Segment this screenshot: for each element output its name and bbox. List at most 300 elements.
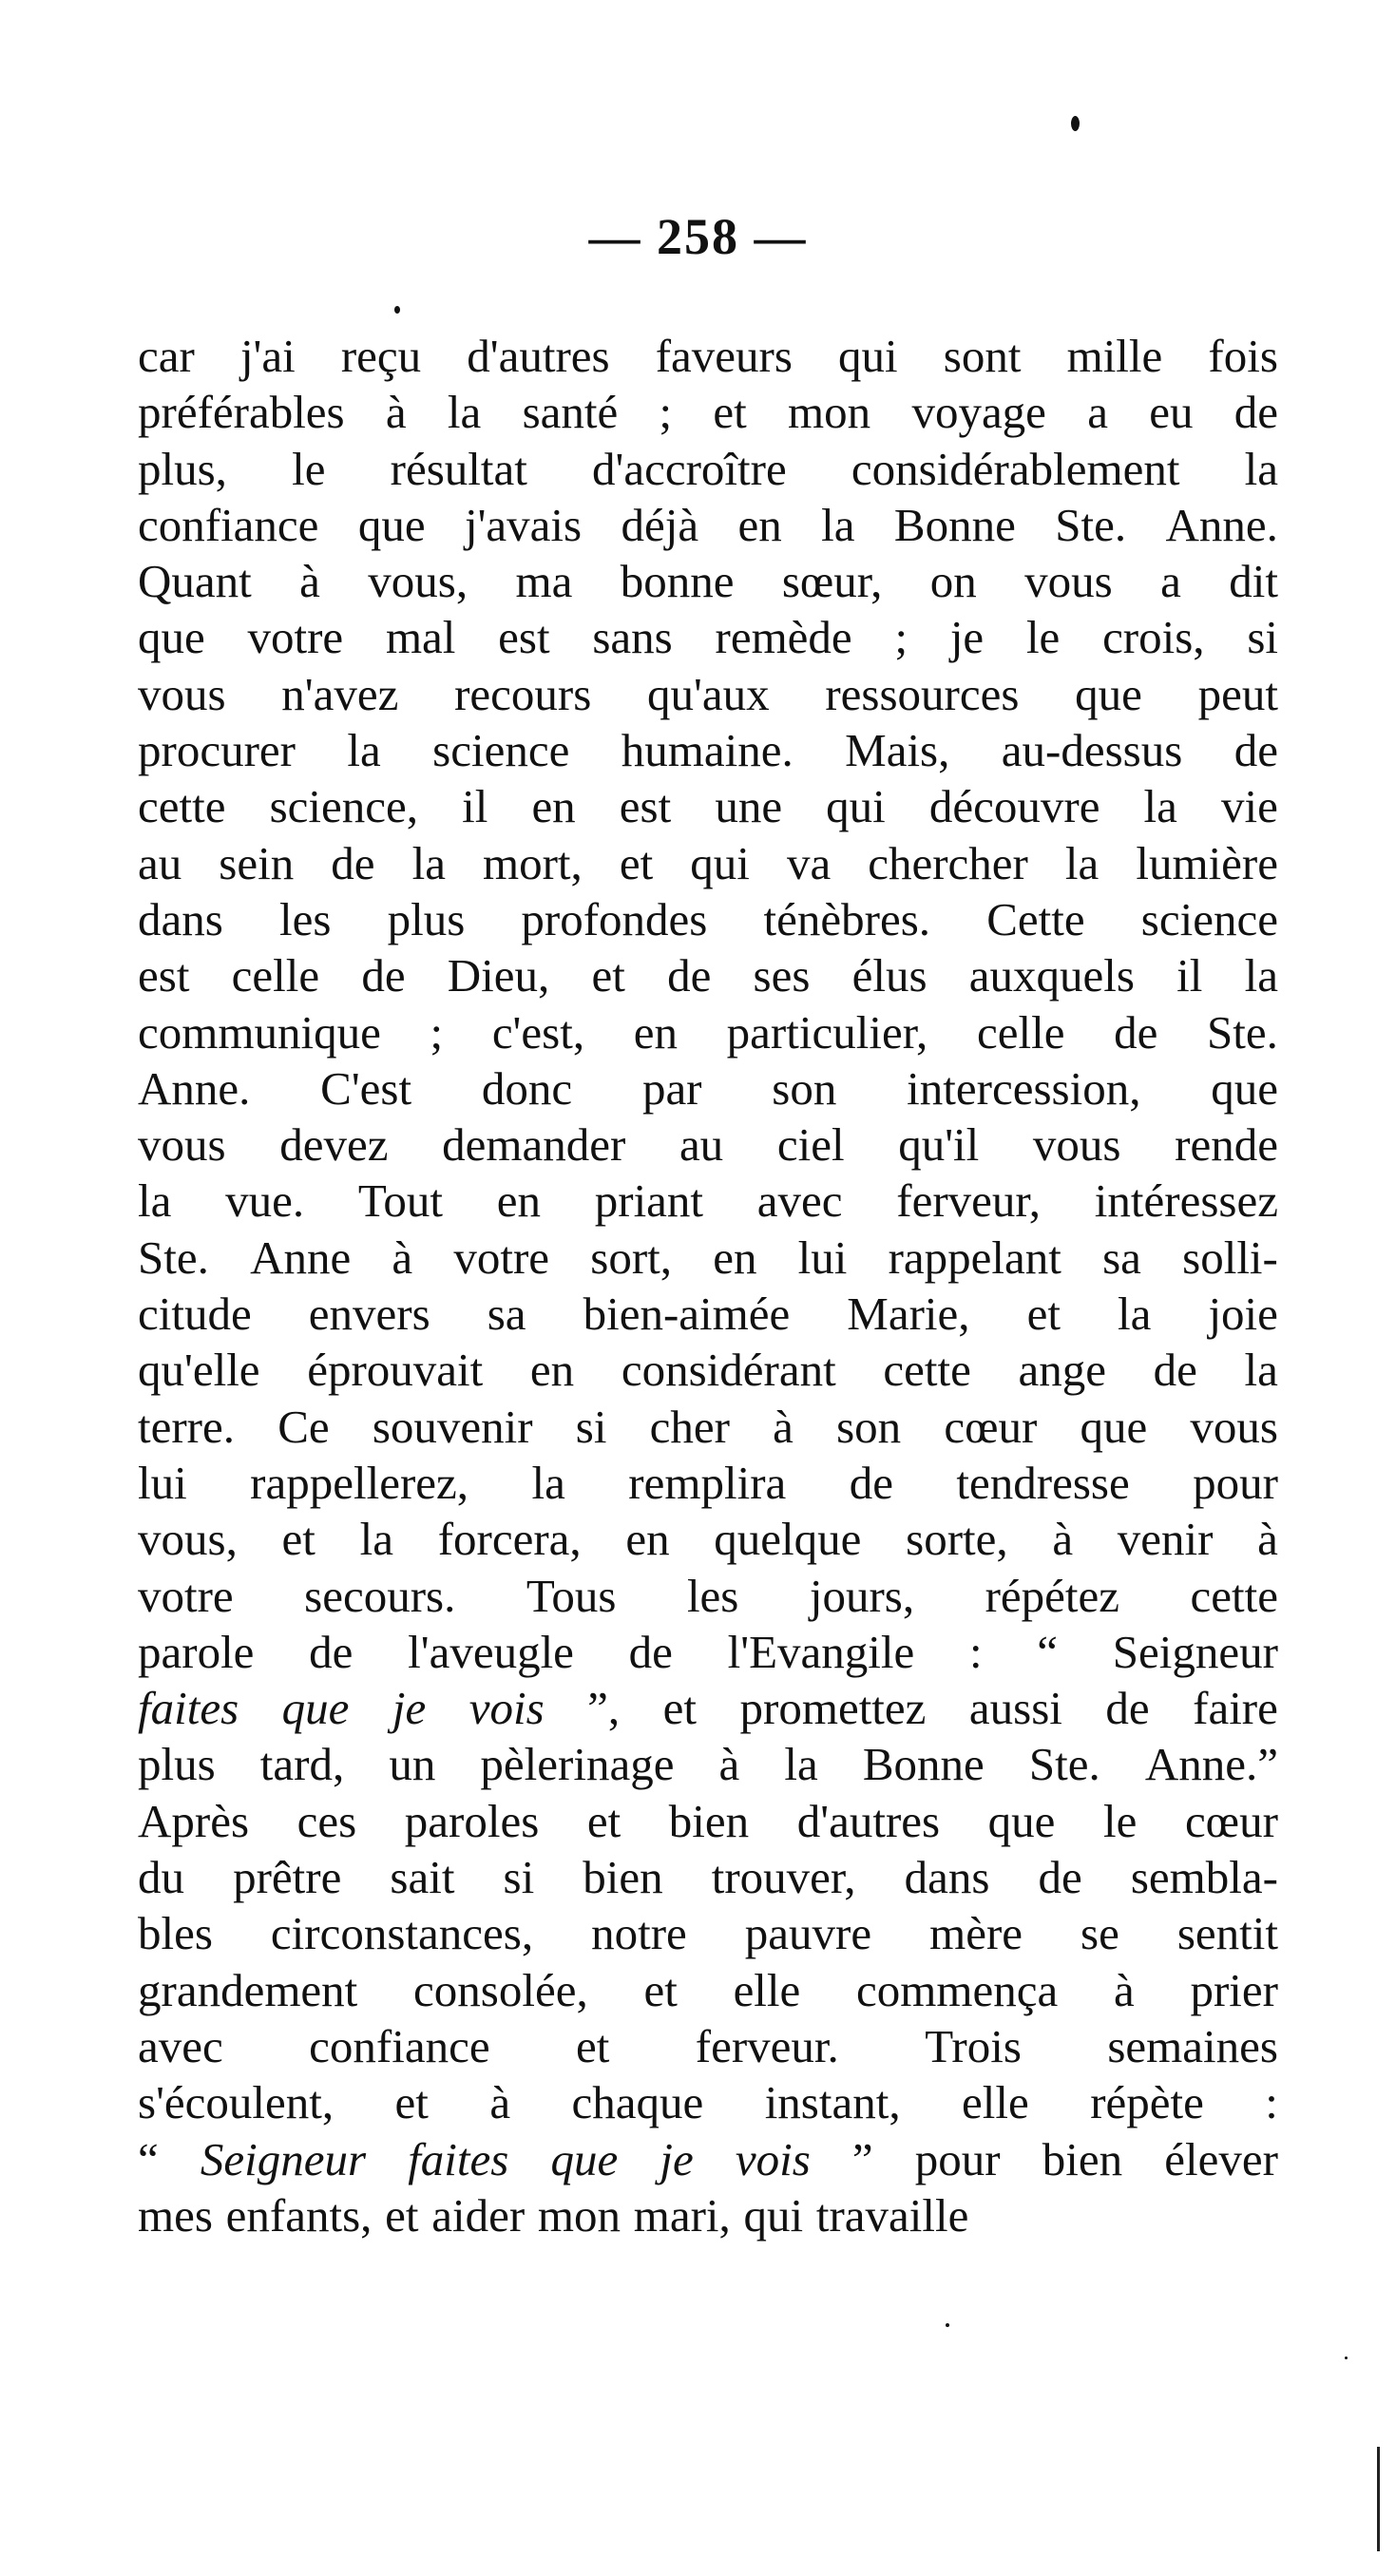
word: mère [929, 1907, 1023, 1960]
word: C'est [320, 1061, 412, 1115]
word: enfants, [225, 2188, 373, 2242]
word: prier [1190, 1963, 1278, 2016]
word: en [531, 780, 576, 833]
word: pour [1193, 1456, 1278, 1509]
word: j'ai [239, 330, 296, 382]
text-line [138, 1116, 1278, 1173]
word: vous, [138, 1513, 238, 1566]
word: ténèbres. [763, 892, 931, 945]
word: que [1080, 1400, 1148, 1453]
word: priant [594, 1174, 704, 1228]
word: humaine. [621, 724, 794, 777]
word: Anne [250, 1231, 352, 1284]
word: bien-aimée [583, 1288, 791, 1341]
word: si [575, 1400, 607, 1453]
word: de [849, 1456, 893, 1509]
word: de [667, 949, 712, 1002]
word: rappellerez, [250, 1456, 469, 1509]
word: et [662, 1682, 698, 1735]
text-line [138, 1793, 1278, 1849]
word: Seigneur [200, 2132, 367, 2185]
word: la [447, 386, 482, 439]
word: sait [390, 1851, 455, 1904]
word: recours [454, 667, 592, 720]
word: crois, [1102, 611, 1205, 664]
word: promettez [739, 1682, 927, 1735]
word: Anne.” [1144, 1738, 1278, 1791]
word: d'accroître [592, 442, 787, 495]
word: ; [894, 611, 908, 664]
word: chaque [571, 2076, 704, 2129]
word: et [385, 2188, 419, 2242]
body-text [138, 328, 1278, 2243]
ink-speck [946, 2323, 949, 2327]
text-line [138, 1905, 1278, 1961]
word: sorte, [906, 1513, 1008, 1566]
text-line [138, 1230, 1278, 1286]
word: confiance [309, 2019, 490, 2072]
text-line [138, 1849, 1278, 1905]
word: vous [138, 667, 226, 720]
word: cette [1190, 1569, 1278, 1622]
word: de [1105, 1682, 1150, 1735]
word: est [138, 949, 190, 1002]
word: de [1153, 1344, 1197, 1397]
text-line [138, 1286, 1278, 1342]
word: joie [1208, 1288, 1278, 1341]
word: à [489, 2076, 511, 2129]
word: de [1114, 1005, 1158, 1059]
word: consolée, [413, 1963, 588, 2016]
word: que [281, 1682, 350, 1735]
word: et [586, 1794, 622, 1847]
text-line [138, 947, 1278, 1003]
word: et [281, 1513, 316, 1566]
word: ” [851, 2132, 873, 2185]
word: sans [592, 611, 673, 664]
word: votre [138, 1569, 234, 1622]
word: la [1244, 442, 1278, 495]
word: instant, [764, 2076, 901, 2129]
text-line [138, 1342, 1278, 1398]
word: a [1160, 555, 1181, 608]
word: sort, [590, 1231, 673, 1284]
word: secours. [304, 1569, 456, 1622]
word: préférables [138, 386, 345, 439]
word: que [1075, 667, 1142, 720]
word: j'avais [464, 498, 583, 551]
word: celle [976, 1005, 1065, 1059]
text-line [138, 722, 1278, 778]
word: science [432, 724, 570, 777]
word: Bonne [862, 1738, 985, 1791]
word: lui [138, 1456, 187, 1509]
word: dans [904, 1851, 990, 1904]
word: au [138, 836, 182, 889]
word: à [299, 555, 320, 608]
word: paroles [404, 1794, 540, 1847]
word: élus [851, 949, 927, 1002]
word: et [576, 2019, 610, 2072]
word: répétez [985, 1569, 1120, 1622]
word: santé [522, 386, 619, 439]
word: le [1102, 1794, 1138, 1847]
text-line [138, 666, 1278, 722]
word: grandement [138, 1963, 358, 2016]
word: et [643, 1963, 678, 2016]
word: ; [430, 1005, 444, 1059]
word: terre. [138, 1400, 235, 1453]
word: si [1247, 611, 1278, 664]
word: la [347, 724, 381, 777]
text-line [138, 1680, 1278, 1736]
word: votre [453, 1231, 550, 1284]
word: de [361, 949, 406, 1002]
text-line [138, 2131, 1278, 2187]
word: le [1025, 611, 1061, 664]
word: travaille [815, 2188, 969, 2242]
word: élever [1164, 2132, 1278, 2185]
word: eu [1149, 386, 1194, 439]
word: cœur [1184, 1794, 1278, 1847]
word: demander [442, 1118, 626, 1172]
word: la [1064, 836, 1100, 889]
word: la [784, 1738, 818, 1791]
word: vous, [368, 555, 469, 608]
word: à [718, 1738, 740, 1791]
word: n'avez [281, 667, 399, 720]
word: faites [408, 2132, 509, 2185]
word: Ce [277, 1400, 330, 1453]
word: que [138, 611, 205, 664]
word: ange [1018, 1344, 1106, 1397]
word: que [987, 1794, 1056, 1847]
text-line [138, 1736, 1278, 1792]
word: Quant [138, 555, 252, 608]
word: faveurs [655, 330, 793, 382]
word: s'écoulent, [138, 2076, 335, 2129]
word: que [357, 498, 426, 551]
word: est [498, 611, 550, 664]
word: ferveur, [896, 1174, 1042, 1228]
word: vous [1032, 1118, 1121, 1172]
word: bles [138, 1907, 213, 1960]
word: mari, [633, 2188, 731, 2242]
word: qu'il [898, 1118, 980, 1172]
word: Trois [925, 2019, 1022, 2072]
word: vous [138, 1118, 226, 1172]
word: mon [788, 386, 871, 439]
word: l'aveugle [408, 1625, 574, 1678]
word: à [1052, 1513, 1074, 1566]
word: qu'elle [138, 1344, 260, 1397]
page-number: — 258 — [588, 208, 808, 265]
word: est [619, 780, 672, 833]
word: de [1233, 386, 1278, 439]
text-line [138, 384, 1278, 440]
word: Après [138, 1794, 250, 1847]
text-line [138, 778, 1278, 834]
word: son [836, 1400, 902, 1453]
word: : [1265, 2076, 1278, 2129]
word: rende [1175, 1118, 1278, 1172]
text-line [138, 441, 1278, 497]
word: ma [515, 555, 573, 608]
word: communique [138, 1005, 381, 1059]
word: les [278, 892, 332, 945]
word: science, [269, 780, 419, 833]
word: répète [1090, 2076, 1204, 2129]
word: Marie, [847, 1288, 970, 1341]
word: résultat [390, 442, 527, 495]
word: avec [138, 2019, 223, 2072]
word: d'autres [467, 330, 610, 382]
word: la [1143, 780, 1177, 833]
word: déjà [621, 498, 699, 551]
word: et [619, 836, 654, 889]
word: qui [690, 836, 750, 889]
word: Tout [357, 1174, 443, 1228]
word: une [715, 780, 783, 833]
word: envers [308, 1288, 430, 1341]
word: mort, [483, 836, 583, 889]
word: le [292, 442, 326, 495]
word: bien [668, 1794, 750, 1847]
word: voyage [911, 386, 1046, 439]
word: il [462, 780, 488, 833]
word: son [772, 1061, 837, 1115]
word: particulier, [726, 1005, 928, 1059]
word: Dieu, [447, 949, 550, 1002]
word: aussi [968, 1682, 1062, 1735]
text-line [138, 1399, 1278, 1455]
word: pèlerinage [480, 1738, 675, 1791]
word: mes [138, 2188, 213, 2242]
word: considérant [621, 1344, 836, 1397]
text-line [138, 1624, 1278, 1680]
ink-speck [1071, 116, 1080, 131]
word: Ste. [1207, 1005, 1278, 1059]
word: lumière [1136, 836, 1278, 889]
word: car [138, 330, 195, 382]
word: avec [756, 1174, 843, 1228]
text-line [138, 1962, 1278, 2018]
word: Anne. [138, 1061, 251, 1115]
word: reçu [340, 330, 422, 382]
word: a [1087, 386, 1108, 439]
word: mon [537, 2188, 621, 2242]
word: “ [138, 2132, 159, 2185]
word: remède [715, 611, 852, 664]
word: trouver, [711, 1851, 856, 1904]
ink-speck [1345, 2357, 1348, 2359]
word: il [1176, 949, 1203, 1002]
word: l'Evangile [727, 1625, 915, 1678]
word: je [392, 1682, 427, 1735]
word: faire [1193, 1682, 1278, 1735]
word: lui [797, 1231, 848, 1284]
word: cher [649, 1400, 730, 1453]
word: en [713, 1231, 757, 1284]
word: cette [138, 780, 226, 833]
word: plus [387, 892, 466, 945]
word: sont [943, 330, 1022, 382]
word: intercession, [907, 1061, 1141, 1115]
word: on [929, 555, 977, 608]
word: commença [856, 1963, 1059, 2016]
word: éprouvait [307, 1344, 484, 1397]
text-line [138, 1173, 1278, 1229]
word: que [1211, 1061, 1278, 1115]
word: dit [1229, 555, 1278, 608]
text-line [138, 835, 1278, 891]
text-line [138, 2074, 1278, 2130]
text-line [138, 1568, 1278, 1624]
word: considérablement [851, 442, 1180, 495]
word: la [1118, 1288, 1152, 1341]
word: plus, [138, 442, 227, 495]
word: vous [1024, 555, 1113, 608]
word: tard, [259, 1738, 345, 1791]
word: ces [296, 1794, 357, 1847]
word: la [411, 836, 446, 889]
word: forcera, [437, 1513, 582, 1566]
word: jours, [809, 1569, 915, 1622]
word: Bonne [893, 498, 1016, 551]
word: vie [1221, 780, 1278, 833]
text-line [138, 2187, 1278, 2243]
word: circonstances, [270, 1907, 534, 1960]
word: par [641, 1061, 702, 1115]
word: vous [1190, 1400, 1278, 1453]
word: notre [591, 1907, 687, 1960]
word: en [633, 1005, 678, 1059]
word: bien [1042, 2132, 1123, 2185]
text-line [138, 553, 1278, 609]
word: parole [138, 1625, 255, 1678]
word: qu'aux [647, 667, 770, 720]
word: sœur, [781, 555, 883, 608]
word: Ste. [1028, 1738, 1100, 1791]
word: que [550, 2132, 619, 2185]
word: ses [753, 949, 811, 1002]
ink-speck [394, 306, 400, 314]
word: sein [219, 836, 295, 889]
text-line [138, 328, 1278, 384]
word: et [713, 386, 747, 439]
word: en [737, 498, 782, 551]
word: dans [138, 892, 223, 945]
word: mal [385, 611, 456, 664]
word: mille [1066, 330, 1163, 382]
text-line [138, 497, 1278, 553]
word: tendresse [956, 1456, 1130, 1509]
word: qui [743, 2188, 804, 2242]
word: un [389, 1738, 436, 1791]
word: la [1244, 1344, 1278, 1397]
word: peut [1197, 667, 1278, 720]
word: Mais, [845, 724, 950, 777]
word: citude [138, 1288, 252, 1341]
word: “ [1037, 1625, 1059, 1678]
word: souvenir [372, 1400, 533, 1453]
word: ; [659, 386, 673, 439]
word: : [968, 1625, 983, 1678]
word: sa [1102, 1231, 1141, 1284]
word: ressources [825, 667, 1020, 720]
word: auxquels [968, 949, 1135, 1002]
word: qui [826, 780, 886, 833]
word: bonne [620, 555, 735, 608]
word: je [949, 611, 985, 664]
word: sa [487, 1288, 526, 1341]
word: c'est, [491, 1005, 585, 1059]
text-line [138, 2018, 1278, 2074]
word: la [821, 498, 855, 551]
word: de [1233, 724, 1278, 777]
word: et [394, 2076, 429, 2129]
word: les [686, 1569, 739, 1622]
word: la [1244, 949, 1278, 1002]
word: venir [1117, 1513, 1214, 1566]
text-line [138, 1511, 1278, 1567]
word: pour [914, 2132, 1001, 2185]
word: pauvre [744, 1907, 872, 1960]
word: qui [838, 330, 898, 382]
word: quelque [714, 1513, 862, 1566]
word: Cette [986, 892, 1085, 945]
word: plus [138, 1738, 216, 1791]
word: Ste. [1055, 498, 1127, 551]
word: se [1080, 1907, 1119, 1960]
word: fois [1208, 330, 1278, 382]
text-line [138, 1060, 1278, 1116]
text-line [138, 891, 1278, 947]
word: en [496, 1174, 541, 1228]
word: au-dessus [1001, 724, 1183, 777]
word: de [331, 836, 375, 889]
word: science [1140, 892, 1278, 945]
word: vois [469, 1682, 545, 1735]
word: à [773, 1400, 794, 1453]
text-line [138, 1004, 1278, 1060]
word: cœur [944, 1400, 1038, 1453]
word: en [529, 1344, 575, 1397]
word: et [1026, 1288, 1061, 1341]
word: procurer [138, 724, 296, 777]
word: profondes [521, 892, 708, 945]
word: vois [735, 2132, 811, 2185]
text-line [138, 609, 1278, 665]
word: et [591, 949, 625, 1002]
word: aider [431, 2188, 526, 2242]
word: cette [883, 1344, 971, 1397]
word: de [309, 1625, 354, 1678]
word: découvre [928, 780, 1100, 833]
word: donc [481, 1061, 573, 1115]
word: ferveur. [695, 2019, 839, 2072]
word: la [359, 1513, 393, 1566]
word: du [138, 1851, 184, 1904]
word: devez [279, 1118, 389, 1172]
word: d'autres [796, 1794, 941, 1847]
word: en [625, 1513, 670, 1566]
word: confiance [138, 498, 319, 551]
word: celle [231, 949, 320, 1002]
word: ciel [776, 1118, 845, 1172]
word: sembla- [1130, 1851, 1278, 1904]
word: Ste. [138, 1231, 209, 1284]
